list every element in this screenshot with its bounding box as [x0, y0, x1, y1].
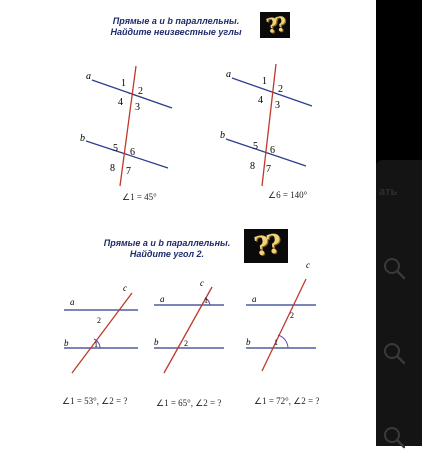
label-b: b	[154, 337, 159, 347]
figure-1-caption: ∠1 = 45°	[122, 192, 157, 202]
label-a: a	[226, 69, 231, 80]
section2-figures	[0, 255, 376, 395]
angle-arc	[278, 335, 288, 348]
section2-title-line2: Найдите угол 2.	[129, 249, 205, 259]
angle-label-1: 1	[121, 78, 126, 89]
label-b: b	[246, 337, 251, 347]
figure-1-left	[0, 0, 376, 220]
search-icon[interactable]	[381, 424, 407, 450]
angle-label-2: 2	[290, 311, 294, 320]
angle-label-1: 1	[262, 76, 267, 87]
search-icon[interactable]	[381, 340, 407, 366]
section2-title-line1: Прямые a и b параллельны.	[103, 238, 231, 248]
line-b	[86, 141, 168, 168]
figure-2-caption: ∠6 = 140°	[268, 190, 308, 200]
angle-label-2: 2	[278, 84, 283, 95]
angle-label-5: 5	[113, 143, 118, 154]
figure-3-caption: ∠1 = 53°, ∠2 = ?	[62, 396, 128, 406]
search-icon[interactable]	[381, 255, 407, 281]
angle-label-6: 6	[270, 145, 275, 156]
transversal-line	[72, 293, 132, 373]
angle-label-7: 7	[266, 164, 271, 175]
angle-label-5: 5	[253, 141, 258, 152]
angle-label-2: 2	[184, 339, 188, 348]
label-a: a	[160, 294, 165, 304]
angle-label-7: 7	[126, 166, 131, 177]
section1-title-line1: Прямые a и b параллельны.	[112, 16, 240, 26]
section1-title-line2: Найдите неизвестные углы	[110, 27, 242, 37]
angle-label-4: 4	[258, 95, 263, 106]
angle-label-6: 6	[130, 147, 135, 158]
angle-label-4: 4	[118, 97, 123, 108]
figure-5-caption: ∠1 = 72°, ∠2 = ?	[254, 396, 320, 406]
label-a: a	[70, 297, 75, 307]
angle-label-2: 2	[97, 316, 101, 325]
label-b: b	[220, 130, 225, 141]
angle-label-8: 8	[250, 161, 255, 172]
label-c: c	[306, 260, 310, 270]
side-panel-surface	[376, 160, 422, 446]
transversal-line	[262, 279, 306, 371]
partial-button-label[interactable]: ать	[379, 186, 398, 198]
label-b: b	[80, 133, 85, 144]
label-a: a	[252, 294, 257, 304]
angle-label-1: 1	[274, 338, 278, 347]
angle-label-2: 2	[138, 86, 143, 97]
angle-label-3: 3	[135, 102, 140, 113]
question-marks-icon: ??	[251, 229, 281, 263]
label-c: c	[200, 278, 204, 288]
label-b: b	[64, 338, 69, 348]
angle-label-1: 1	[204, 296, 208, 305]
label-c: c	[123, 283, 127, 293]
question-marks-icon: ??	[264, 11, 286, 39]
figure-4-caption: ∠1 = 65°, ∠2 = ?	[156, 398, 222, 408]
angle-label-1: 1	[94, 340, 98, 349]
angle-label-3: 3	[275, 100, 280, 111]
angle-label-8: 8	[110, 163, 115, 174]
label-a: a	[86, 71, 91, 82]
